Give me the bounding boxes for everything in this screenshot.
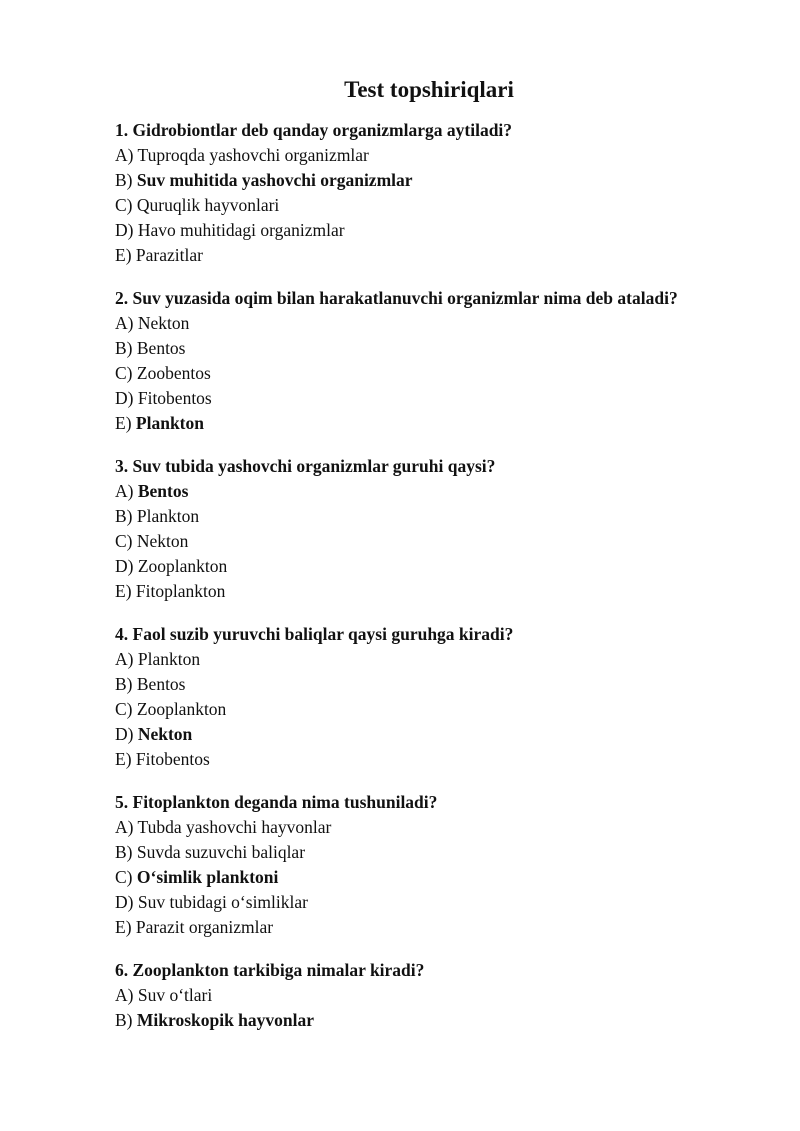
option-letter: C) xyxy=(115,531,133,551)
answer-option xyxy=(115,361,785,386)
question-block xyxy=(115,958,785,1033)
answer-option xyxy=(115,865,785,890)
option-text: Fitobentos xyxy=(135,749,210,769)
answer-option xyxy=(115,579,785,604)
answer-option xyxy=(115,554,785,579)
question-block xyxy=(115,622,785,772)
option-text: Parazitlar xyxy=(135,245,203,265)
option-text: Tubda yashovchi hayvonlar xyxy=(137,817,332,837)
option-letter: E) xyxy=(115,245,132,265)
answer-option xyxy=(115,311,785,336)
option-letter: B) xyxy=(115,674,133,694)
answer-option xyxy=(115,504,785,529)
answer-option xyxy=(115,747,785,772)
option-letter: B) xyxy=(115,1010,133,1030)
answer-option xyxy=(115,647,785,672)
correct-answer-text: O‘simlik planktoni xyxy=(136,867,279,887)
option-text: Quruqlik hayvonlari xyxy=(136,195,280,215)
option-text: Fitoplankton xyxy=(135,581,226,601)
option-letter: E) xyxy=(115,917,132,937)
question-text: 2. Suv yuzasida oqim bilan harakatlanuvchi organizmlar nima deb ataladi? xyxy=(115,288,678,308)
option-text: Suv tubidagi o‘simliklar xyxy=(137,892,308,912)
answer-option xyxy=(115,915,785,940)
question-block xyxy=(115,454,785,604)
answer-option xyxy=(115,218,785,243)
question-text: 5. Fitoplankton deganda nima tushuniladi? xyxy=(115,792,438,812)
option-letter: C) xyxy=(115,699,133,719)
option-letter: B) xyxy=(115,170,133,190)
answer-option xyxy=(115,411,785,436)
answer-option xyxy=(115,983,785,1008)
option-text: Plankton xyxy=(137,649,201,669)
answer-option xyxy=(115,386,785,411)
option-letter: A) xyxy=(115,817,134,837)
option-letter: D) xyxy=(115,220,134,240)
answer-option xyxy=(115,529,785,554)
option-letter: E) xyxy=(115,581,132,601)
option-text: Tuproqda yashovchi organizmlar xyxy=(137,145,369,165)
answer-option xyxy=(115,890,785,915)
page-title: Test topshiriqlari xyxy=(344,77,514,102)
option-text: Plankton xyxy=(136,506,200,526)
option-text: Zooplankton xyxy=(136,699,227,719)
option-letter: A) xyxy=(115,145,134,165)
option-letter: D) xyxy=(115,388,134,408)
answer-option xyxy=(115,193,785,218)
option-letter: D) xyxy=(115,724,134,744)
answer-option xyxy=(115,697,785,722)
question-text: 4. Faol suzib yuruvchi baliqlar qaysi guruhga kiradi? xyxy=(115,624,514,644)
option-letter: B) xyxy=(115,338,133,358)
option-text: Zooplankton xyxy=(137,556,228,576)
option-text: Havo muhitidagi organizmlar xyxy=(137,220,345,240)
answer-option xyxy=(115,1008,785,1033)
option-letter: A) xyxy=(115,649,134,669)
option-letter: B) xyxy=(115,506,133,526)
question-text: 3. Suv tubida yashovchi organizmlar guruhi qaysi? xyxy=(115,456,496,476)
answer-option xyxy=(115,672,785,697)
correct-answer-text: Plankton xyxy=(135,413,204,433)
question-block xyxy=(115,286,785,436)
option-letter: C) xyxy=(115,195,133,215)
question-text: 1. Gidrobiontlar deb qanday organizmlarga aytiladi? xyxy=(115,120,513,140)
option-text: Nekton xyxy=(137,313,190,333)
correct-answer-text: Nekton xyxy=(137,724,193,744)
answer-option xyxy=(115,815,785,840)
option-text: Parazit organizmlar xyxy=(135,917,274,937)
answer-option xyxy=(115,168,785,193)
answer-option xyxy=(115,336,785,361)
answer-option xyxy=(115,479,785,504)
option-letter: D) xyxy=(115,556,134,576)
answer-option xyxy=(115,722,785,747)
option-letter: C) xyxy=(115,867,133,887)
correct-answer-text: Mikroskopik hayvonlar xyxy=(136,1010,315,1030)
option-letter: A) xyxy=(115,481,134,501)
option-letter: A) xyxy=(115,985,134,1005)
option-letter: E) xyxy=(115,413,132,433)
correct-answer-text: Bentos xyxy=(137,481,189,501)
question-block xyxy=(115,118,785,268)
option-letter: C) xyxy=(115,363,133,383)
answer-option xyxy=(115,840,785,865)
option-letter: A) xyxy=(115,313,134,333)
option-text: Bentos xyxy=(136,338,186,358)
question-list xyxy=(115,118,785,1051)
option-text: Suvda suzuvchi baliqlar xyxy=(136,842,306,862)
correct-answer-text: Suv muhitida yashovchi organizmlar xyxy=(136,170,413,190)
option-text: Fitobentos xyxy=(137,388,212,408)
question-block xyxy=(115,790,785,940)
option-letter: B) xyxy=(115,842,133,862)
option-text: Nekton xyxy=(136,531,189,551)
option-text: Suv o‘tlari xyxy=(137,985,213,1005)
answer-option xyxy=(115,143,785,168)
option-text: Bentos xyxy=(136,674,186,694)
option-text: Zoobentos xyxy=(136,363,211,383)
question-text: 6. Zooplankton tarkibiga nimalar kiradi? xyxy=(115,960,425,980)
option-letter: E) xyxy=(115,749,132,769)
answer-option xyxy=(115,243,785,268)
option-letter: D) xyxy=(115,892,134,912)
